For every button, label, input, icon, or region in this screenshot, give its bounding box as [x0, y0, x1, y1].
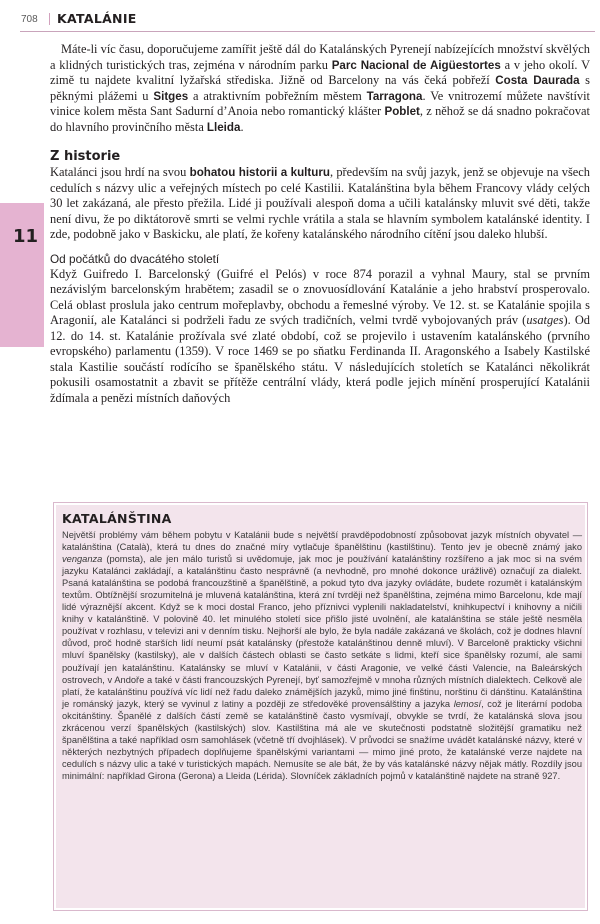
history-subheading: Od počátků do dvacátého století — [50, 251, 220, 266]
sidebar-box — [62, 511, 582, 782]
sidebar-box-title: KATALÁNŠTINA — [62, 511, 172, 526]
intro-paragraph: Máte-li víc času, doporučujeme zamířit ještě dál do Katalánských Pyrenejí nabízejících množství skvělých a klidných turistických tras, zejména v národním parku Parc Nacional de Aigüestortes a v jeho okolí. V zimě tu najdete kvalitní lyžařská střediska. Jižně od Barcelony na vás čeká pobřeží Costa Daurada s pěknými plážemi u Sitges a atraktivním pobřežním městem Tarragona. Ve vnitrozemí můžete navštívit vinice kolem města Sant Sadurní d’Anoia nebo romantický klášter Poblet, z něhož se dá snadno pokračovat do hlavního provinčního města Lleida. — [50, 42, 591, 134]
running-header — [0, 0, 600, 30]
sidebar-box-text: Největší problémy vám během pobytu v Katalánii bude s největší pravděpodobností způsobovat jazyk místních obyvatel — katalánština (Català), která tu dnes do značné míry vytlačuje španělštinu (kastilštinu). Tento jev je obecně známý jako venganza (pomsta), ale jen málo turistů si uvědomuje, jak moc je používání katalánštiny rozšířeno a jak moc si na svém jazyku Katalánci zakládají, a katalánštinu často nesprávně (a nevhodně, pro mnohé dokonce urážlivě) označují za dialekt. Psaná katalánština se podobá francouzštině a španělštině, a pokud tyto dva jazyky ovládáte, budete rozumět i katalánským textům. Obtížnější srozumitelná je mluvená katalánština, která zní tvrději než španělština, zejména mimo Barcelonu, kde mají lidé výraznější akcent. Když se k moci dostal Franco, jeho příznivci vyplenili nakladatelství, knihkupectví i knihovny a ničili knihy v katalánštině. V polovině 40. let minulého století sice přišlo jisté uvolnění, ale katalánština se stále ještě nesměla používat v rozhlasu, v televizi ani v denním tisku. Nejhorší ale bylo, že byla nadále zakázaná ve školách, což je dodnes hlavní důvod, proč hodně starších lidí neumí psát katalánsky (přestože katalánštinou denně mluví). V Barceloně prakticky všichni mluví španělsky (kastilsky), ale v dalších částech oblasti se často setkáte s lidmi, kteří sice španělsky rozumí, ale sami používají jen katalánštinu. Katalánsky se mluví v Katalánii, v části Aragonie, ve velké části Valencie, na Baleárských ostrovech, v Andoře a také v části francouzských Pyrenejí, byť samozřejmě v mnoha různých místních dialektech. Celkově ale platí, že katalánštinu používá víc lidí než řadu daleko známějších jazyků, mimo jiné finštinu, norštinu či dánštinu. Katalánština je románský jazyk, který se vyvinul z latiny a později ze středověké provensálštiny a jazyka lemosí, což je literární podoba okcitánštiny. Španělé z dalších částí země se katalánštině často vysmívají, obvykle se tvrdí, že katalánská slova jsou zkrácenou verzí španělských (kastilských) slov. Kastilština má ale ve skutečnosti podstatně složitější gramatiku než španělština a také například osm samohlásek (včetně tří dvojhlásek). V průvodci se snažíme uvádět katalánské názvy, které v některých nezbytných případech doplňujeme španělskými variantami — mimo jiné proto, že katalánské verze najdete na cedulích s názvy ulic a také v turistických mapách. Nemusíte se ale bát, že by vás katalánské názvy nějak mátly. Rozdíly jsou minimální: například Girona (Gerona) a Lleida (Lérida). Slovníček základních pojmů v katalánštině najdete na straně 927. — [62, 530, 582, 781]
history-paragraph-2: Když Guifredo I. Barcelonský (Guifré el Pelós) v roce 874 porazil a vyhnal Maury, stal se prvním nezávislým barcelonským hrabětem; zasadil se o znovuosídlování Katalánie a jeho hrabství prosperovalo. Celá oblast proslula jako centrum mořeplavby, obchodu a řemeslné výroby. Ve 12. st. se Katalánie spojila s Aragonií, ale Katalánci si podrželi řadu ze svých tradičních, velmi tvrdě vybojovaných práv (usatges). Od 12. do 14. st. Katalánie prožívala své zlaté období, což se projevilo i ustavením katalánského (prvního evropského) parlamentu (1359). V roce 1469 se po sňatku Ferdinanda II. Aragonského a Isabely Kastilské stala Kastilie součástí rodícího se španělského státu. V následujících stoletích se Katalánci několikrát pokusili osamostatnit a zbavit se přítěže centrální vlády, která podle jejich mínění prosperující Katalánii ždímala a penězi místních daňových — [50, 266, 591, 405]
chapter-tab — [0, 203, 44, 347]
chapter-number: 11 — [13, 226, 39, 247]
history-heading: Z historie — [50, 149, 121, 164]
header-rule — [20, 31, 595, 32]
main-text — [50, 42, 590, 406]
header-divider — [49, 13, 50, 25]
section-title: KATALÁNIE — [57, 11, 137, 26]
history-paragraph: Katalánci jsou hrdí na svou bohatou historii a kulturu, především na svůj jazyk, jenž se objevuje na všech cedulích s názvy ulic a veřejných místech po celé Kastilii. Katalánština byla během Francovy vlády celých 30 let zakázaná, ale přesto přežila. Lidé ji používali alespoň doma a učili katalánsky mluvit své děti, takže není divu, že po diktátorově smrti se velmi rychle vrátila a stala se hlavním symbolem katalánské identity. I zde, podobně jako v Baskicku, ale platí, že kořeny katalánského národního cítění jsou daleko hlubší. — [50, 165, 591, 241]
page-number: 708 — [21, 14, 38, 25]
